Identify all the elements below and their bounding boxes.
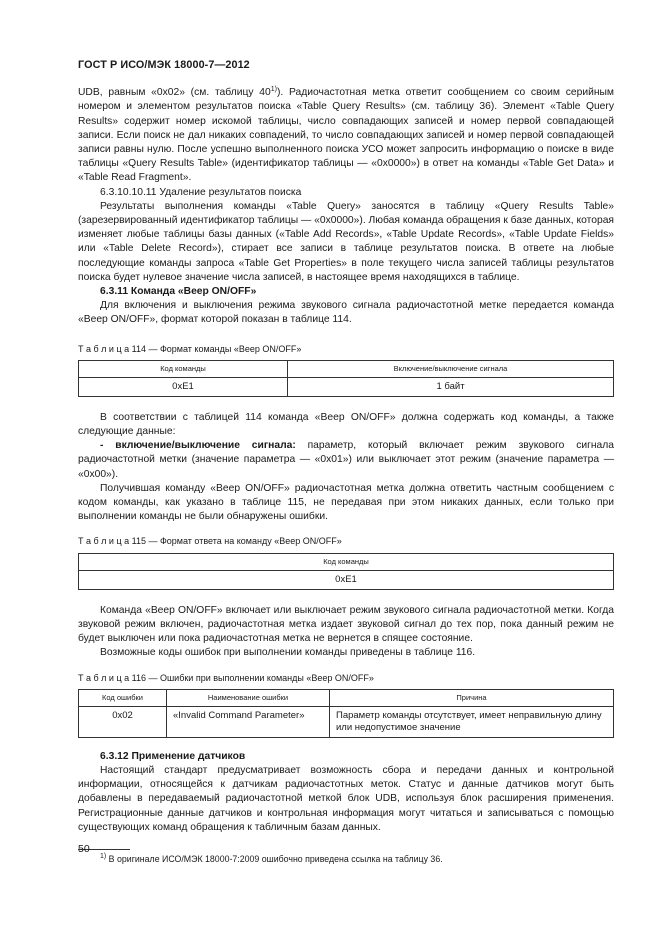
paragraph-beep-response: Получившая команду «Beep ON/OFF» радиочастотная метка должна ответить частным сообщением с кодом команды, как указано в таблице 115, не передавая при этом никаких данных, если только при выполнении команды не были обнаружены ошибки. (78, 482, 614, 523)
footnote: $^{1)}$ В оригинале ИСО/МЭК 18000-7:2009 ошибочно приведена ссылка на таблицу 36. (100, 852, 443, 864)
paragraph-udb-result: UDB, равным «0x02» (см. таблицу 40$^{1)}$). Радиочастотная метка ответит сообщением со своим серийным номером и элементом результатов поиска «Table Query Results» (см. таблицу 36). Элемент «Table Query Results» содержит номер искомой таблицы, число совпадающих записей и номер первой совпадающей записи. Если поиск не дал никаких совпадений, то число совпадающих записей и номер первой совпадающей записи равны нулю. После успешно выполненного поиска УСО может запросить информацию о поиске в виде таблицы «Query Results Table» (идентификатор таблицы — «0x0000») в ответ на команды «Table Get Data» и «Table Read Fragment». (78, 86, 614, 184)
paragraph-beep-behavior: Команда «Beep ON/OFF» включает или выключает режим звукового сигнала радиочастотной метки. Когда звуковой режим включен, радиочастотная метка издает звуковой сигнал до тех пор, пока данный режим не будет выключен или пока радиочастотная метка не вернется в спящее состояние. (78, 604, 614, 645)
paragraph-beep-param: - включение/выключение сигнала: параметр, который включает режим звукового сигнала радиочастотной метки (значение параметра — «0x01») или выключает этот режим (значение параметра — «0x00»). (78, 440, 614, 480)
subsection-title-delete-results: 6.3.10.10.11 Удаление результатов поиска (100, 186, 302, 198)
footnote-ref: 1) (270, 86, 277, 94)
table-115-caption: Т а б л и ц а 115 — Формат ответа на команду «Beep ON/OFF» (78, 536, 342, 547)
document-header: ГОСТ Р ИСО/МЭК 18000-7—2012 (78, 59, 250, 71)
table-116 (78, 689, 614, 738)
table-116-caption: Т а б л и ц а 116 — Ошибки при выполнении команды «Beep ON/OFF» (78, 672, 374, 683)
section-title-sensors: 6.3.12 Применение датчиков (100, 750, 246, 762)
table-row: 0xE1 1 байт (79, 377, 614, 396)
paragraph-sensors: Настоящий стандарт предусматривает возможность сбора и передачи данных и контрольной информации, относящейся к датчикам радиочастотных меток. Статус и данные датчиков могут быть добавлены в передаваемый радиочастотной меткой блок UDB, используя блок расширения применения. Регистрационные данные датчиков и контрольная информация могут читаться и записываться с помощью существующих команд обращения к табличным базам данных. (78, 764, 614, 833)
table-header: Код команды (79, 360, 288, 377)
paragraph-beep-contents: В соответствии с таблицей 114 команда «Beep ON/OFF» должна содержать код команды, а также следующие данные: (78, 411, 614, 438)
table-header: Код ошибки (79, 689, 167, 706)
paragraph-delete-results: Результаты выполнения команды «Table Query» заносятся в таблицу «Query Results Table» (зарезервированный идентификатор таблицы — «0x0000»). Любая команда обращения к базе данных, которая изменяет любые таблицы базы данных («Table Add Records», «Table Update Records», «Table Update Fields» или «Table Delete Record»), стирает все записи в таблице результатов поиска. В ответе на любые последующие команды запроса «Table Get Properties» в поле текущего числа записей таблицы результатов поиска будет нулевое значение числа записей, в настоящее время находящихся в таблице. (78, 200, 615, 283)
section-title-beep: 6.3.11 Команда «Beep ON/OFF» (100, 286, 257, 298)
table-header: Причина (330, 689, 614, 706)
table-header: Включение/выключение сигнала (288, 360, 614, 377)
table-row: 0x02 «Invalid Command Parameter» Параметр команды отсутствует, имеет неправильную длину или недопустимое значение (79, 706, 614, 737)
paragraph-error-codes: Возможные коды ошибок при выполнении команды приведены в таблице 116. (100, 647, 476, 659)
table-header: Наименование ошибки (167, 689, 330, 706)
table-row: 0xE1 (79, 570, 614, 589)
table-114 (78, 360, 614, 397)
table-115 (78, 553, 614, 590)
paragraph-beep-intro: Для включения и выключения режима звукового сигнала радиочастотной метке передается команда «Beep ON/OFF», формат которой показан в таблице 114. (78, 300, 614, 326)
document-page (78, 58, 614, 866)
page-number: 50 (78, 843, 90, 855)
table-114-caption: Т а б л и ц а 114 — Формат команды «Beep ON/OFF» (78, 343, 302, 354)
table-header: Код команды (79, 553, 614, 570)
